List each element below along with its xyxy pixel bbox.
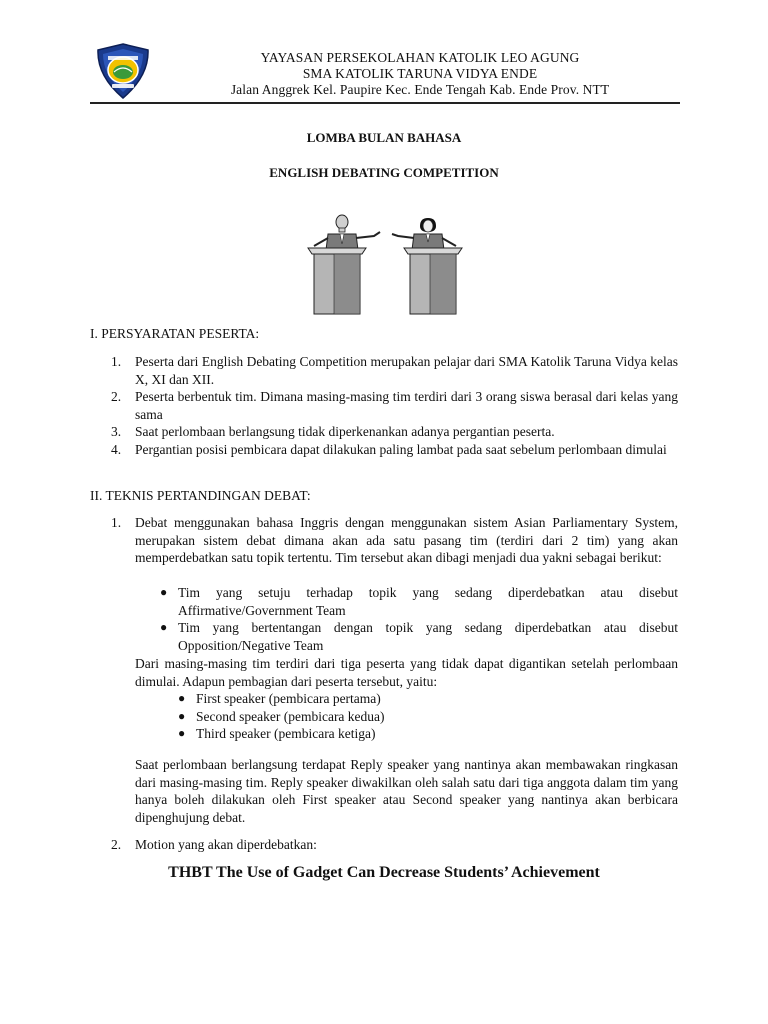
list-number: 1. — [111, 354, 122, 369]
bullet-icon: ● — [178, 708, 186, 723]
school-crest-icon — [94, 42, 152, 100]
letterhead — [90, 36, 680, 104]
bullet-icon: ● — [160, 585, 168, 599]
list-item — [108, 388, 678, 423]
speakers-list — [176, 690, 576, 743]
list-item-text: Second speaker (pembicara kedua) — [196, 708, 385, 724]
list-item-text: Tim yang bertentangan dengan topik yang sedang diperdebatkan atau disebut Opposition/Negative Team — [178, 620, 678, 653]
list-number: 2. — [111, 837, 122, 852]
list-item-text: Peserta dari English Debating Competition merupakan pelajar dari SMA Katolik Taruna Vidya kelas X, XI dan XII. — [135, 354, 678, 387]
section-heading-requirements: I. PERSYARATAN PESERTA: — [90, 326, 260, 341]
list-item — [176, 725, 576, 743]
document-title: LOMBA BULAN BAHASA — [306, 130, 462, 145]
list-item-text: Third speaker (pembicara ketiga) — [196, 726, 376, 741]
list-item — [176, 690, 576, 708]
list-item-text: Peserta berbentuk tim. Dimana masing-masing tim terdiri dari 3 orang siswa berasal dari kelas yang sama — [135, 389, 678, 422]
debate-motion: THBT The Use of Gadget Can Decrease Students’ Achievement — [168, 864, 600, 881]
list-item-text: Tim yang setuju terhadap topik yang sedang diperdebatkan atau disebut Affirmative/Government Team — [178, 585, 678, 618]
list-number: 4. — [111, 441, 122, 457]
requirements-list — [108, 353, 678, 458]
list-item — [158, 584, 678, 619]
reply-speaker-paragraph: Saat perlombaan berlangsung terdapat Reply speaker yang nantinya akan membawakan ringkasan dari masing-masing tim. Reply speaker diwakilkan oleh salah satu dari tiga anggota dalam tim yang hanya boleh dilakukan oleh First speaker atau Second speaker yang nantinya akan berbicara dipenghujung debat. — [135, 757, 678, 825]
list-number: 1. — [111, 515, 122, 530]
list-item — [176, 708, 576, 726]
speakers-intro-paragraph: Dari masing-masing tim terdiri dari tiga peserta yang tidak dapat digantikan setelah perlombaan dimulai. Adapun pembagian dari peserta tersebut, yaitu: — [135, 656, 678, 689]
debate-podiums-icon — [300, 212, 470, 318]
list-item — [108, 441, 678, 459]
list-item-text: Saat perlombaan berlangsung tidak diperkenankan adanya pergantian peserta. — [135, 424, 555, 439]
letterhead-text — [160, 50, 680, 98]
bullet-icon: ● — [178, 726, 186, 740]
foundation-name: YAYASAN PERSEKOLAHAN KATOLIK LEO AGUNG — [260, 50, 580, 65]
school-address: Jalan Anggrek Kel. Paupire Kec. Ende Tengah Kab. Ende Prov. NTT — [230, 82, 610, 97]
section-heading-technical: II. TEKNIS PERTANDINGAN DEBAT: — [90, 488, 311, 503]
bullet-icon: ● — [178, 691, 186, 705]
debate-system-paragraph: Debat menggunakan bahasa Inggris dengan menggunakan sistem Asian Parliamentary System, merupakan sistem debat dimana akan ada satu pasang tim (terdiri dari 2 tim) yang akan memperdebatkan satu topik tertentu. Tim tersebut akan dibagi menjadi dua yakni sebagai berikut: — [135, 515, 678, 565]
document-subtitle: ENGLISH DEBATING COMPETITION — [269, 165, 499, 180]
bullet-icon: ● — [160, 620, 168, 634]
list-item — [158, 619, 678, 654]
motion-label: Motion yang akan diperdebatkan: — [135, 837, 317, 852]
teams-list — [158, 584, 678, 654]
list-item — [108, 423, 678, 441]
list-item-text: First speaker (pembicara pertama) — [196, 691, 381, 706]
list-item-text: Pergantian posisi pembicara dapat dilakukan paling lambat pada saat sebelum perlombaan dimulai — [135, 441, 667, 457]
list-item — [108, 353, 678, 388]
school-name: SMA KATOLIK TARUNA VIDYA ENDE — [302, 66, 538, 81]
list-number: 3. — [111, 424, 122, 439]
list-number: 2. — [111, 389, 122, 404]
